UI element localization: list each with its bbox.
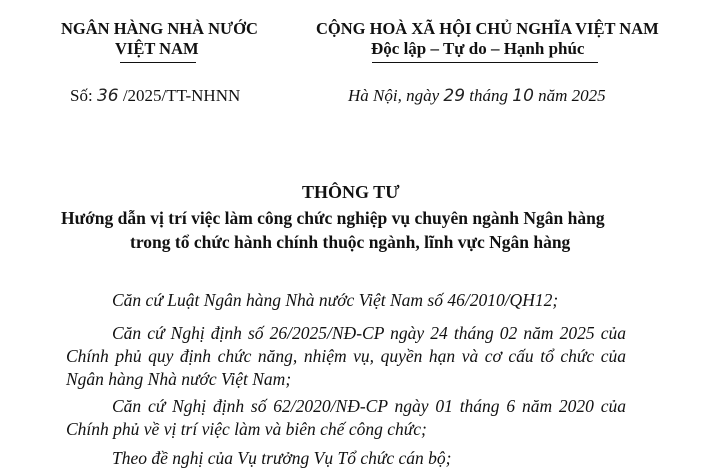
issue-date (348, 86, 606, 106)
preamble-paragraph: Theo đề nghị của Vụ trưởng Vụ Tổ chức cán bộ; (112, 448, 452, 468)
document-number-handwritten: 36 (96, 86, 119, 106)
date-month-label: tháng (465, 86, 513, 105)
preamble-paragraph: Căn cứ Luật Ngân hàng Nhà nước Việt Nam số 46/2010/QH12; (112, 290, 559, 310)
date-year-label: năm 2025 (533, 86, 606, 105)
date-day-handwritten: 29 (443, 86, 466, 106)
preamble-paragraph: Căn cứ Nghị định số 62/2020/NĐ-CP ngày 01 tháng 6 năm 2020 của Chính phủ về vị trí việc làm và biên chế công chức; (66, 396, 626, 439)
date-prefix: Hà Nội, ngày (348, 86, 444, 105)
document-number (70, 86, 240, 106)
document-type: THÔNG TƯ (302, 182, 400, 202)
agency-name-line1: NGÂN HÀNG NHÀ NƯỚC (61, 19, 258, 38)
agency-underline (120, 62, 196, 63)
document-number-suffix: /2025/TT-NHNN (118, 86, 241, 105)
national-motto: Độc lập – Tự do – Hạnh phúc (371, 39, 585, 58)
motto-underline (372, 62, 598, 63)
document-number-prefix: Số: (70, 86, 97, 105)
nation-title: CỘNG HOÀ XÃ HỘI CHỦ NGHĨA VIỆT NAM (316, 19, 659, 38)
agency-name-line2: VIỆT NAM (115, 39, 199, 58)
preamble-paragraph: Căn cứ Nghị định số 26/2025/NĐ-CP ngày 24 tháng 02 năm 2025 của Chính phủ quy định chức năng, nhiệm vụ, quyền hạn và cơ cấu tổ chức của Ngân hàng Nhà nước Việt Nam; (66, 323, 626, 389)
document-subject-line2: trong tổ chức hành chính thuộc ngành, lĩnh vực Ngân hàng (130, 232, 571, 252)
document-subject-line1: Hướng dẫn vị trí việc làm công chức nghiệp vụ chuyên ngành Ngân hàng (61, 208, 605, 228)
date-month-handwritten: 10 (512, 86, 534, 106)
